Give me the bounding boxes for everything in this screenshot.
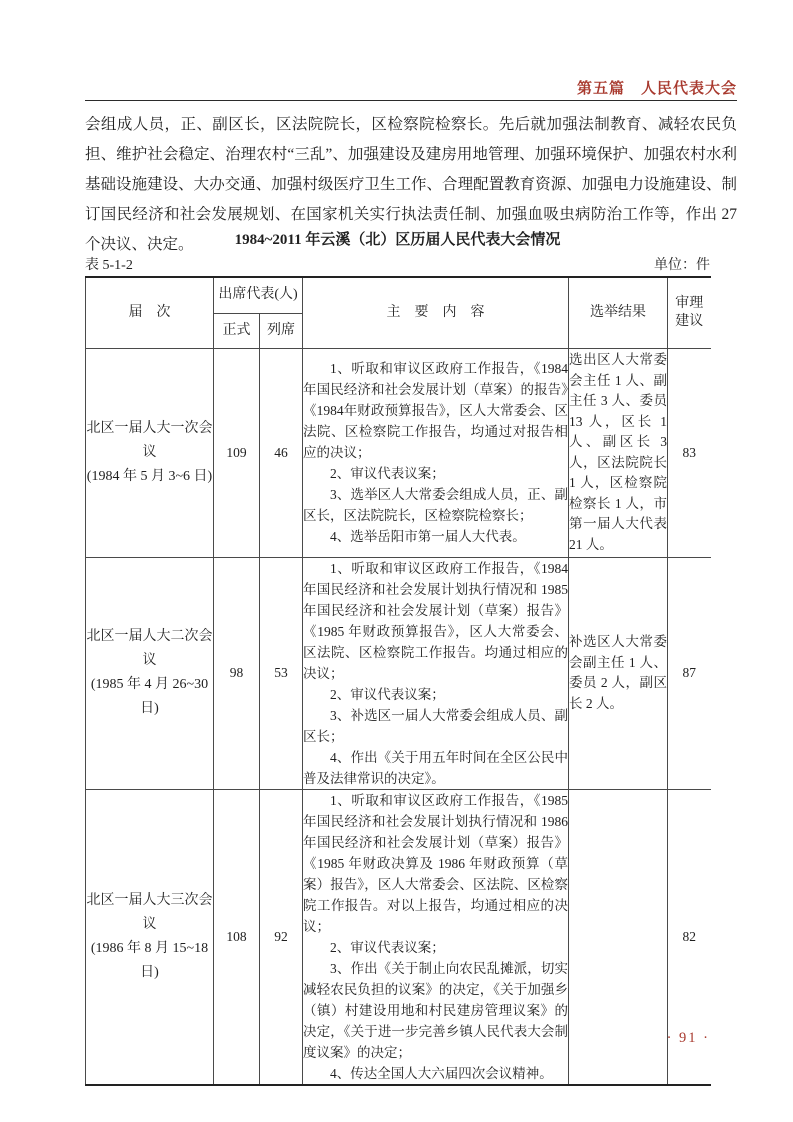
content-item: 1、听取和审议区政府工作报告，《1985 年国民经济和社会发展计划执行情况和 1986 年国民经济和社会发展计划（草案）报告》《1985 年财政决算及 1986 年财政预算（草案）报告》，区人大常委会、区法院、区检察院工作报告。对以上报告，均通过相应的决议； — [303, 792, 569, 934]
review-count: 83 — [668, 348, 711, 557]
main-content-cell — [303, 348, 569, 557]
col-header-observer: 列席 — [260, 313, 303, 348]
content-item: 1、听取和审议区政府工作报告，《1984 年国民经济和社会发展计划执行情况和 1985 年国民经济和社会发展计划（草案）报告》《1985 年财政预算报告》，区人大常委会、区法院、区检察院工作报告。均通过相应的决议； — [303, 560, 569, 681]
section-title: 第五篇 人民代表大会 — [576, 81, 737, 97]
table-meta — [85, 254, 710, 274]
table-unit: 单位：件 — [654, 258, 710, 273]
content-item: 2、审议代表议案； — [330, 466, 445, 481]
formal-count: 109 — [214, 348, 260, 557]
header-rule — [85, 100, 737, 101]
table-block — [85, 229, 710, 1086]
content-item: 1、听取和审议区政府工作报告，《1984 年国民经济和社会发展计划（草案）的报告》《1984年财政预算报告》，区人大常委会、区法院、区检察院工作报告，均通过对报告相应的决议； — [303, 361, 569, 460]
col-header-review-line1: 审理 — [675, 295, 704, 311]
election-result-cell — [569, 789, 668, 1085]
observer-count: 92 — [260, 789, 303, 1085]
main-content-cell — [303, 789, 569, 1085]
col-header-review-line2: 建议 — [675, 313, 704, 329]
content-item: 3、选举区人大常委会组成人员，正、副区长，区法院院长，区检察院检察长； — [303, 487, 569, 523]
formal-count: 108 — [214, 789, 260, 1085]
table-row — [86, 789, 711, 1085]
table-title: 1984~2011 年云溪（北）区历届人民代表大会情况 — [234, 232, 561, 248]
content-item: 2、审议代表议案； — [330, 939, 445, 955]
col-header-election-result: 选举结果 — [569, 277, 668, 348]
col-header-main-content: 主 要 内 容 — [303, 277, 569, 348]
formal-count: 98 — [214, 557, 260, 789]
col-header-formal: 正式 — [214, 313, 260, 348]
session-name: 北区一届人大二次会议 — [86, 629, 213, 668]
content-item: 2、审议代表议案； — [330, 686, 445, 702]
session-name: 北区一届人大三次会议 — [86, 892, 213, 932]
content-item: 4、选举岳阳市第一届人大代表。 — [330, 529, 526, 544]
review-count: 87 — [668, 557, 711, 789]
content-item: 4、作出《关于用五年时间在全区公民中普及法律常识的决定》。 — [303, 749, 569, 786]
session-name: 北区一届人大一次会议 — [86, 420, 213, 460]
session-name-cell — [86, 789, 214, 1085]
sessions-table — [85, 276, 711, 1086]
col-header-review — [668, 277, 711, 348]
session-name-cell — [86, 557, 214, 789]
col-header-attendees: 出席代表(人) — [214, 277, 303, 313]
session-date: (1985 年 4 月 26~30 日) — [90, 677, 209, 716]
election-result-cell: 补选区人大常委会副主任 1 人、委员 2 人，副区长 2 人。 — [569, 557, 668, 789]
intro-paragraph: 会组成人员，正、副区长，区法院院长，区检察院检察长。先后就加强法制教育、减轻农民负担、维护社会稳定、治理农村“三乱”、加强建设及建房用地管理、加强环境保护、加强农村水利基础设施建设、大办交通、加强村级医疗卫生工作、合理配置教育资源、加强电力设施建设、制订国民经济和社会发展规划、在国家机关实行执法责任制、加强血吸虫病防治工作等，作出 27 个决议、决定。 — [85, 116, 737, 253]
session-date: (1986 年 8 月 15~18 日) — [90, 940, 209, 980]
content-item: 4、传达全国人大六届四次会议精神。 — [330, 1065, 553, 1081]
observer-count: 46 — [260, 348, 303, 557]
main-content-cell — [303, 557, 569, 789]
table-row — [86, 557, 711, 789]
session-name-cell — [86, 348, 214, 557]
session-date: (1984 年 5 月 3~6 日) — [86, 468, 213, 484]
page-number: · 91 · — [666, 1030, 710, 1046]
table-label: 表 5-1-2 — [85, 258, 133, 273]
content-item: 3、作出《关于制止向农民乱摊派，切实减轻农民负担的议案》的决定，《关于加强乡（镇）村建设用地和村民建房管理议案》的决定，《关于进一步完善乡镇人民代表大会制度议案》的决定； — [303, 960, 569, 1060]
table-row — [86, 348, 711, 557]
observer-count: 53 — [260, 557, 303, 789]
election-result-cell: 选出区人大常委会主任 1 人、副主任 3 人、委员 13 人，区长 1 人、副区长 3 人，区法院院长 1 人，区检察院检察长 1 人，市第一届人大代表 21 人。 — [569, 348, 668, 557]
content-item: 3、补选区一届人大常委会组成人员、副区长； — [303, 707, 569, 744]
col-header-session: 届 次 — [86, 277, 214, 348]
review-count: 82 — [668, 789, 711, 1085]
